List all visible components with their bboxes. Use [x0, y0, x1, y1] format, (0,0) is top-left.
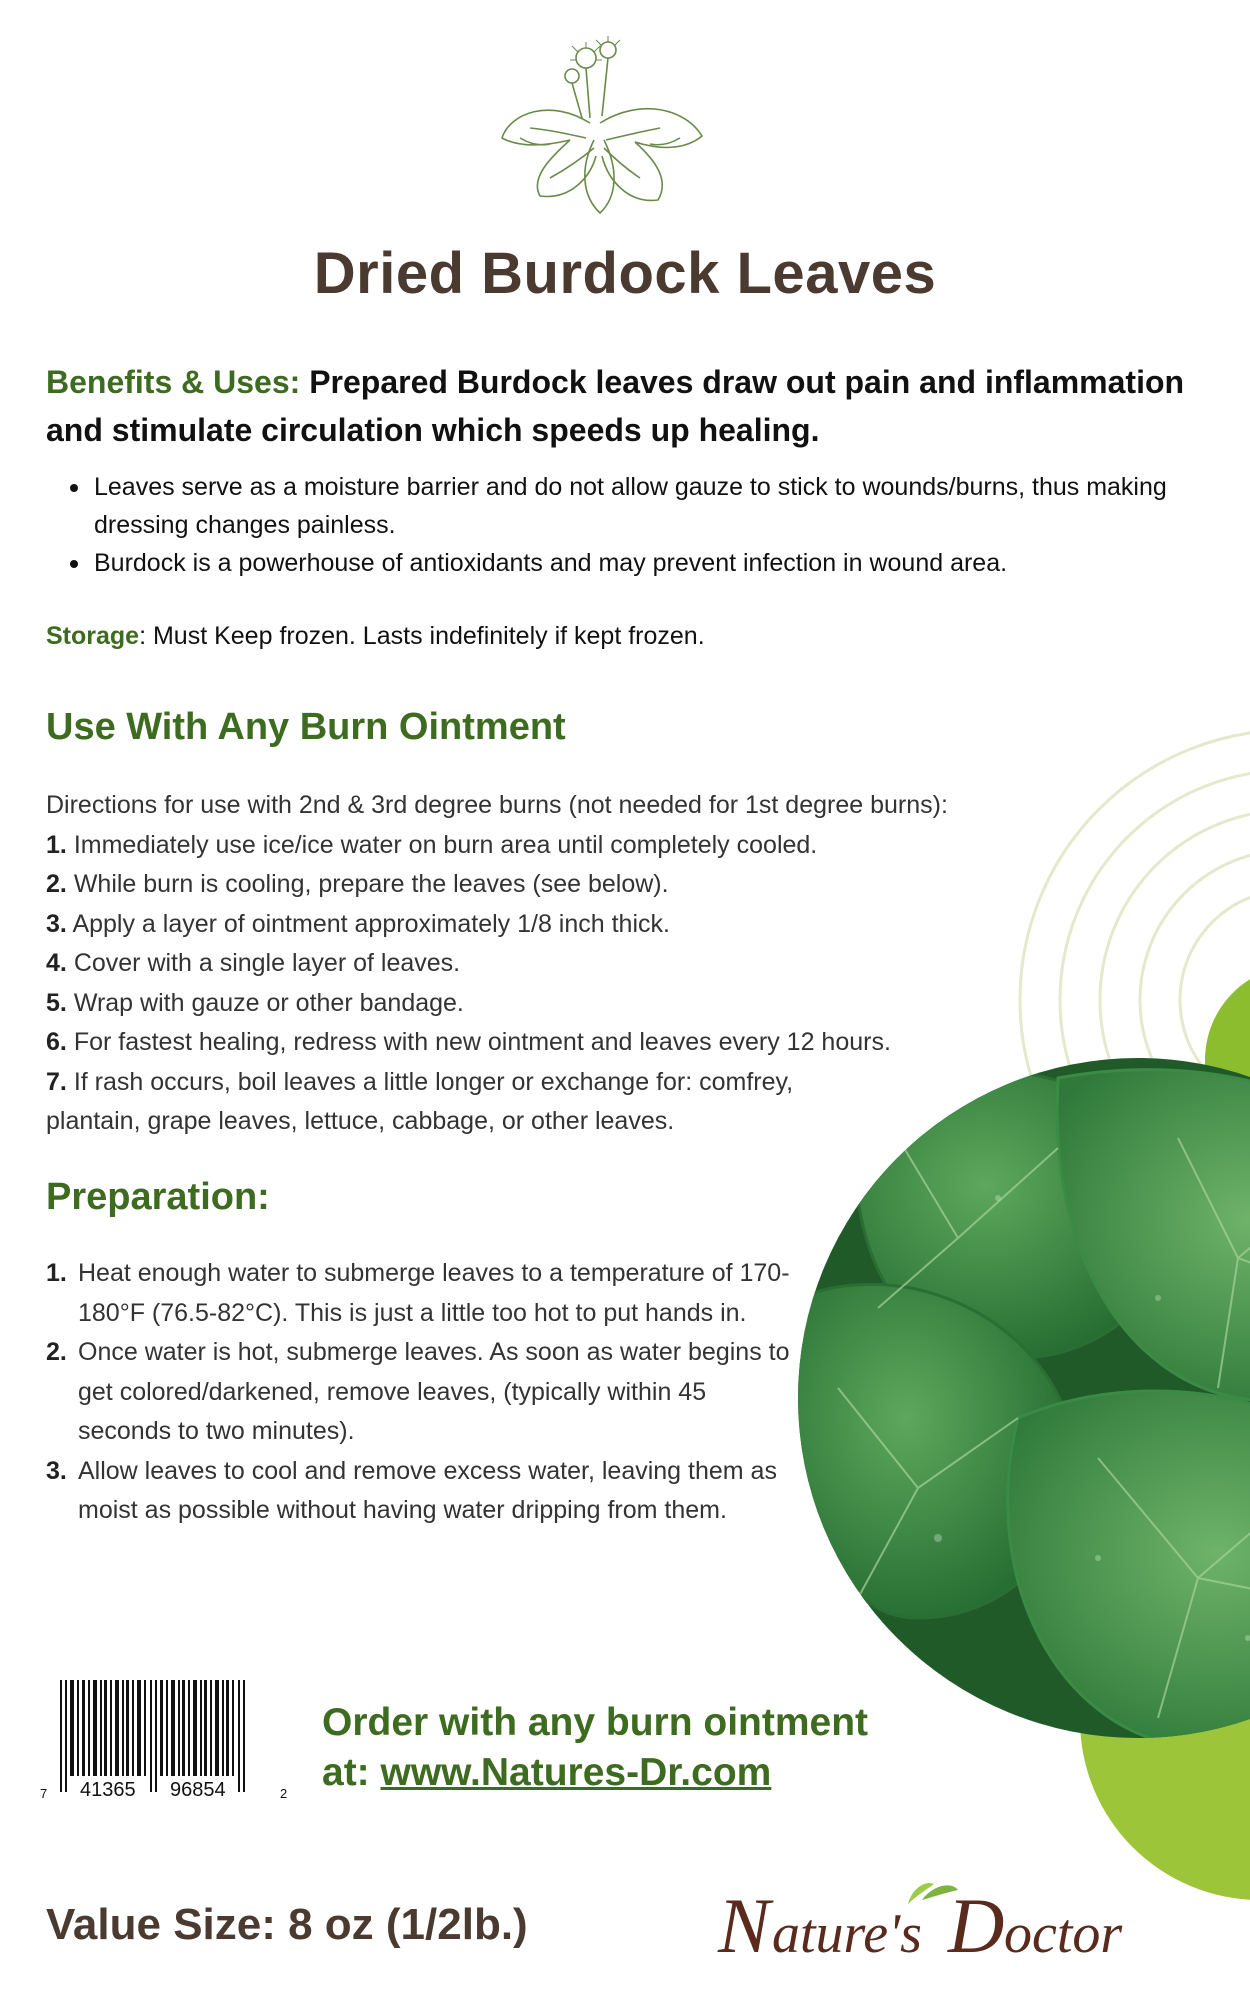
order-callout: [322, 1698, 942, 1798]
direction-step: [46, 944, 1126, 984]
step-number: 1.: [46, 830, 67, 859]
step-text: Cover with a single layer of leaves.: [73, 949, 461, 977]
barcode-right-group: 96854: [170, 1779, 226, 1801]
svg-text:ature's: ature's: [772, 1903, 922, 1965]
order-line1: Order with any burn ointment: [322, 1701, 869, 1744]
barcode-left-group: 41365: [80, 1779, 136, 1801]
barcode: [38, 1680, 306, 1804]
storage-text: : Must Keep frozen. Lasts indefinitely if kept frozen.: [139, 622, 705, 650]
preparation-step: [46, 1452, 806, 1531]
step-number: 2.: [46, 870, 67, 898]
step-number: 1.: [46, 1259, 67, 1287]
step-number: 6.: [46, 1028, 67, 1056]
step-text: While burn is cooling, prepare the leaves (see below).: [73, 870, 669, 898]
step-text: Heat enough water to submerge leaves to a temperature of 170-180°F (76.5-82°C). This is just a little too hot to put hands in.: [78, 1259, 790, 1327]
benefits-label: Benefits & Uses:: [46, 364, 301, 400]
website-link[interactable]: www.Natures-Dr.com: [380, 1751, 772, 1794]
step-number: 4.: [46, 949, 67, 977]
step-text: Allow leaves to cool and remove excess water, leaving them as moist as possible without having water dripping from them.: [78, 1456, 777, 1524]
order-prefix: at:: [322, 1751, 381, 1794]
natures-doctor-logo: [712, 1870, 1172, 1970]
step-text: Wrap with gauze or other bandage.: [73, 988, 464, 1017]
direction-step: [46, 826, 1126, 866]
burdock-leaves-photo: [798, 1058, 1250, 1738]
direction-step: [46, 905, 1126, 945]
direction-step-continued: plantain, grape leaves, lettuce, cabbage, or other leaves.: [46, 1107, 675, 1135]
step-number: 5.: [46, 988, 67, 1017]
svg-text:octor: octor: [1004, 1903, 1123, 1965]
use-heading: Use With Any Burn Ointment: [46, 706, 566, 748]
benefit-bullet: Burdock is a powerhouse of antioxidants and may prevent infection in wound area.: [66, 544, 1216, 582]
benefits-text: Prepared Burdock leaves draw out pain and inflammation and stimulate circulation which speeds up healing.: [46, 364, 1185, 448]
svg-text:D: D: [948, 1882, 1005, 1969]
step-number: 2.: [46, 1338, 67, 1366]
step-number: 3.: [46, 1456, 67, 1485]
step-text: Immediately use ice/ice water on burn area until completely cooled.: [73, 830, 818, 859]
benefit-bullet: Leaves serve as a moisture barrier and do not allow gauze to stick to wounds/burns, thus making dressing changes painless.: [66, 468, 1216, 544]
storage-label: Storage: [46, 622, 140, 650]
step-text: For fastest healing, redress with new ointment and leaves every 12 hours.: [73, 1028, 891, 1056]
order-line2: [322, 1748, 942, 1798]
direction-step: [46, 984, 1126, 1024]
barcode-first-digit: 7: [40, 1786, 48, 1801]
svg-text:N: N: [718, 1882, 771, 1969]
benefit-list: [66, 468, 1216, 582]
preparation-heading: Preparation:: [46, 1176, 270, 1218]
direction-step: [46, 1023, 1126, 1063]
step-number: 7.: [46, 1067, 67, 1096]
step-text: Once water is hot, submerge leaves. As soon as water begins to get colored/darkened, remove leaves, (typically within 45 seconds to two minutes).: [78, 1338, 790, 1445]
step-number: 3.: [46, 909, 67, 938]
storage-note: [46, 622, 705, 651]
preparation-step: [46, 1254, 806, 1333]
burdock-plant-illustration: [490, 28, 720, 218]
direction-step: [46, 865, 1126, 905]
step-text: Apply a layer of ointment approximately 1/8 inch thick.: [72, 909, 670, 938]
preparation-step: [46, 1333, 806, 1452]
page-title: Dried Burdock Leaves: [313, 241, 937, 306]
preparation-list: [46, 1254, 806, 1531]
step-text: If rash occurs, boil leaves a little longer or exchange for: comfrey,: [73, 1067, 794, 1096]
barcode-check-digit: 2: [280, 1786, 288, 1801]
directions-intro: Directions for use with 2nd & 3rd degree burns (not needed for 1st degree burns):: [46, 791, 948, 819]
benefits-paragraph: [46, 358, 1196, 454]
value-size: Value Size: 8 oz (1/2lb.): [46, 1900, 528, 1949]
